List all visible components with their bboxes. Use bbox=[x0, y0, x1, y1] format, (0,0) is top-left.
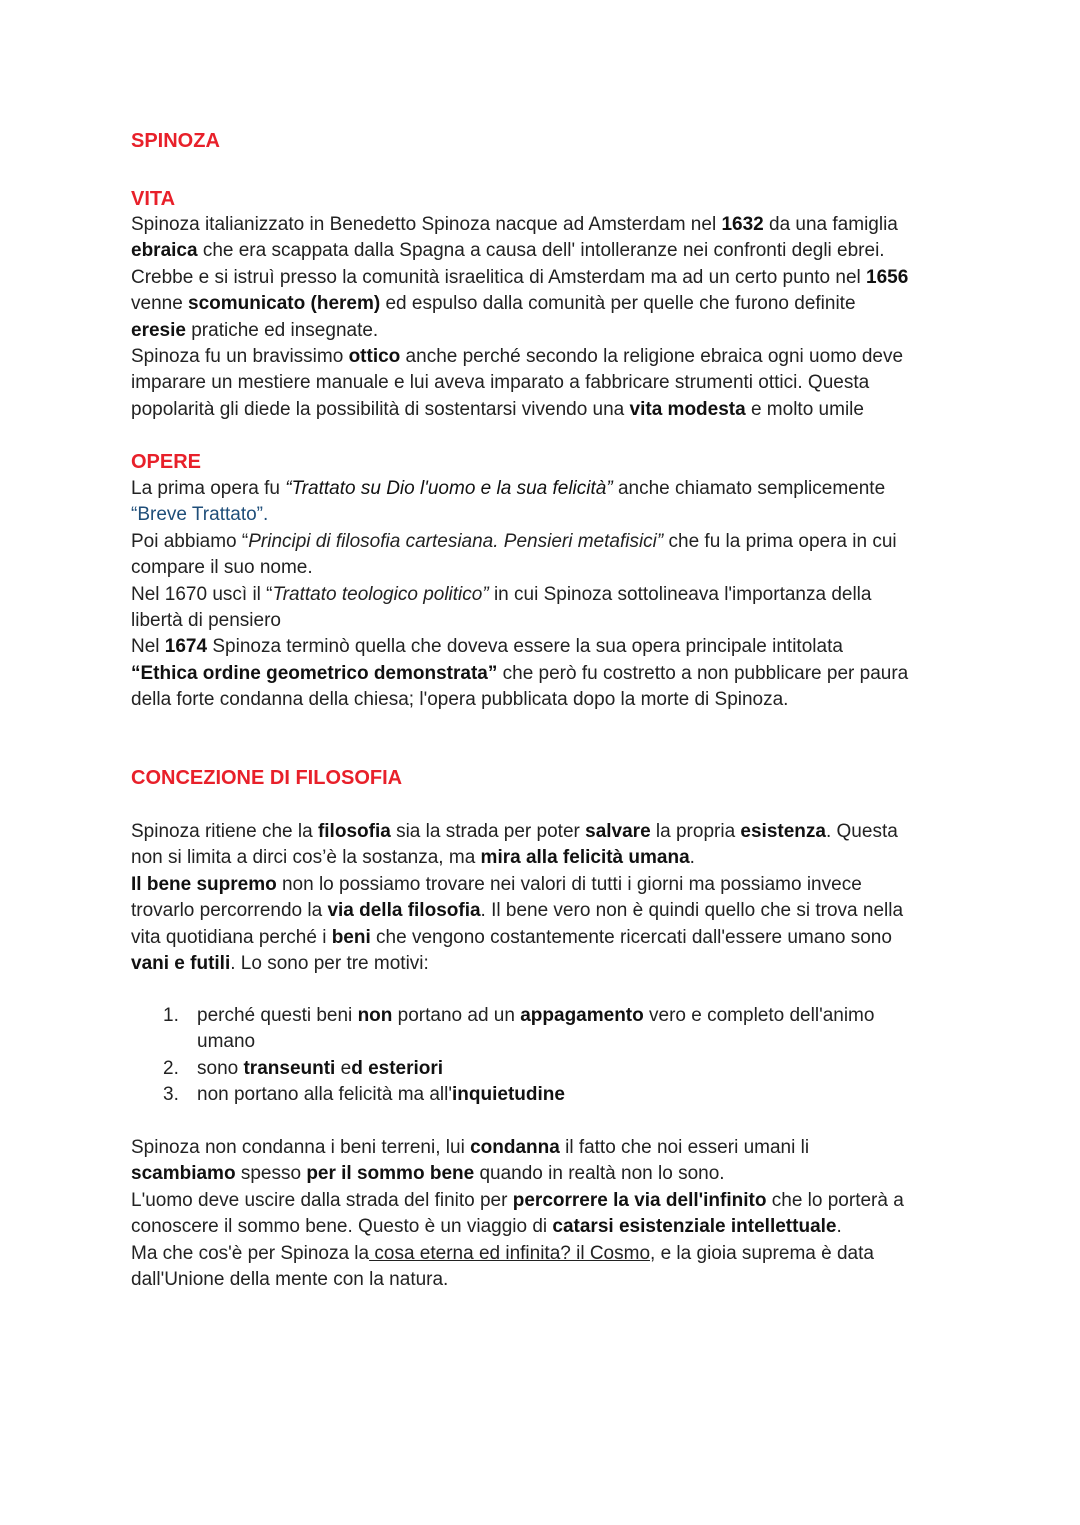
text-line bbox=[131, 1241, 961, 1267]
bold-text: ottico bbox=[348, 345, 401, 367]
text-segment: libertà di pensiero bbox=[131, 609, 281, 631]
text-line bbox=[197, 1029, 953, 1055]
text-segment: conoscere il sommo bene. Questo è un viaggio di bbox=[131, 1216, 553, 1238]
section-heading-filosofia: CONCEZIONE DI FILOSOFIA bbox=[131, 767, 403, 789]
bold-text: eresie bbox=[131, 319, 186, 341]
text-segment: . bbox=[689, 847, 695, 869]
text-line bbox=[131, 872, 961, 898]
text-segment: La prima opera fu bbox=[131, 478, 286, 499]
text-segment: della forte condanna della chiesa; l'opera pubblicata dopo la morte di Spinoza. bbox=[131, 689, 789, 711]
text-segment: spesso bbox=[235, 1163, 307, 1185]
list-number: 1. bbox=[163, 1005, 179, 1026]
bold-text: 1632 bbox=[721, 214, 764, 235]
section-heading-vita: VITA bbox=[131, 188, 176, 210]
text-segment: la propria bbox=[650, 821, 741, 842]
text-segment: Spinoza italianizzato in Benedetto Spinoza nacque ad Amsterdam nel bbox=[131, 214, 722, 235]
section-heading-opere: OPERE bbox=[131, 451, 202, 473]
bold-text: scomunicato (herem) bbox=[188, 293, 381, 315]
bold-text: beni bbox=[331, 926, 371, 948]
text-line bbox=[131, 1161, 961, 1187]
text-line bbox=[131, 370, 961, 396]
text-segment: . Il bene vero non è quindi quello che si trova nella bbox=[480, 900, 904, 922]
text-line bbox=[131, 608, 961, 634]
bold-text: vani e futili bbox=[131, 952, 231, 974]
reasons-list bbox=[163, 1003, 953, 1109]
bold-text: salvare bbox=[585, 821, 651, 842]
bold-text: “Trattato su Dio l'uomo e la sua felicità” bbox=[285, 478, 613, 499]
text-line bbox=[197, 1003, 953, 1029]
list-item bbox=[163, 1082, 953, 1108]
text-line bbox=[197, 1082, 953, 1108]
text-segment: quando in realtà non lo sono. bbox=[474, 1163, 725, 1185]
bold-text: Il bene supremo bbox=[131, 873, 277, 895]
text-line bbox=[131, 555, 961, 581]
bold-text: inquietudine bbox=[452, 1084, 565, 1106]
text-line bbox=[131, 529, 961, 555]
text-segment: e molto umile bbox=[745, 398, 864, 420]
text-segment: vero e completo dell'animo bbox=[643, 1005, 875, 1026]
text-segment: Nel 1670 uscì il “ bbox=[131, 583, 273, 605]
text-segment: anche chiamato semplicemente bbox=[612, 478, 886, 499]
bold-text: ebraica bbox=[131, 240, 198, 262]
bold-text: appagamento bbox=[520, 1005, 644, 1026]
text-line bbox=[131, 1267, 961, 1293]
text-segment: Spinoza non condanna i beni terreni, lui bbox=[131, 1137, 471, 1158]
text-segment: che però fu costretto a non pubblicare per paura bbox=[497, 662, 909, 684]
section-body-filosofia bbox=[131, 819, 961, 977]
bold-text: filosofia bbox=[317, 821, 391, 842]
text-line bbox=[131, 819, 961, 845]
text-segment: Spinoza fu un bravissimo bbox=[131, 345, 349, 367]
list-item bbox=[163, 1056, 953, 1082]
text-line bbox=[131, 502, 961, 528]
text-segment: che era scappata dalla Spagna a causa dell' intolleranze nei confronti degli ebrei. bbox=[197, 240, 885, 262]
text-segment: venne bbox=[131, 293, 189, 315]
text-segment: Spinoza terminò quella che doveva essere la sua opera principale intitolata bbox=[207, 636, 843, 658]
text-segment: non portano alla felicità ma all' bbox=[197, 1084, 452, 1106]
list-number: 2. bbox=[163, 1057, 179, 1079]
text-line bbox=[131, 265, 961, 291]
list-item bbox=[163, 1003, 953, 1056]
bold-text: per il sommo bene bbox=[306, 1163, 475, 1185]
text-segment: e la gioia suprema è data bbox=[655, 1242, 874, 1264]
bold-text: percorrere la via dell'infinito bbox=[512, 1189, 767, 1211]
bold-text: scambiamo bbox=[131, 1163, 236, 1185]
text-line bbox=[131, 634, 961, 660]
text-segment: vita quotidiana perché i bbox=[131, 926, 332, 948]
text-line bbox=[131, 212, 961, 238]
text-segment: “Breve Trattato”. bbox=[131, 504, 269, 526]
text-segment: umano bbox=[197, 1031, 256, 1053]
text-segment: Ma che cos'è per Spinoza la bbox=[131, 1242, 370, 1264]
text-line bbox=[131, 318, 961, 344]
text-segment: perché questi beni bbox=[197, 1005, 358, 1026]
text-line bbox=[131, 291, 961, 317]
bold-text: mira alla felicità umana bbox=[480, 847, 690, 869]
underlined-text: cosa eterna ed infinita? il Cosmo, bbox=[369, 1242, 656, 1264]
bold-text: d esteriori bbox=[351, 1057, 444, 1079]
text-line bbox=[197, 1056, 953, 1082]
text-line bbox=[131, 476, 961, 502]
text-segment: non lo possiamo trovare nei valori di tutti i giorni ma possiamo invece bbox=[276, 873, 862, 895]
text-segment: imparare un mestiere manuale e lui aveva imparato a fabbricare strumenti ottici. Questa bbox=[131, 372, 870, 394]
text-segment: trovarlo percorrendo la bbox=[131, 900, 328, 922]
text-segment: e bbox=[335, 1057, 352, 1079]
text-segment: portano ad un bbox=[392, 1005, 521, 1026]
section-body-opere bbox=[131, 476, 961, 714]
text-segment: Trattato teologico politico” bbox=[272, 583, 489, 605]
bold-text: via della filosofia bbox=[327, 900, 481, 922]
text-segment: da una famiglia bbox=[763, 214, 898, 235]
text-segment: sia la strada per poter bbox=[390, 821, 586, 842]
text-line bbox=[131, 1188, 961, 1214]
section-body-vita bbox=[131, 212, 961, 423]
bold-text: condanna bbox=[470, 1137, 560, 1158]
text-segment: che vengono costantemente ricercati dall'essere umano sono bbox=[370, 926, 892, 948]
text-line bbox=[131, 898, 961, 924]
text-line bbox=[131, 925, 961, 951]
list-number: 3. bbox=[163, 1084, 179, 1106]
text-segment: . Questa bbox=[825, 821, 898, 842]
text-line bbox=[131, 1135, 961, 1161]
bold-text: “Ethica ordine geometrico demonstrata” bbox=[131, 662, 498, 684]
bold-text: esistenza bbox=[740, 821, 826, 842]
text-segment: . bbox=[836, 1216, 842, 1238]
text-line bbox=[131, 661, 961, 687]
text-segment: che lo porterà a bbox=[766, 1189, 904, 1211]
text-segment: Principi di filosofia cartesiana. Pensieri metafisici” bbox=[248, 530, 664, 552]
text-segment: . Lo sono per tre motivi: bbox=[230, 952, 429, 974]
text-segment: L'uomo deve uscire dalla strada del finito per bbox=[131, 1189, 513, 1211]
bold-text: non bbox=[357, 1005, 393, 1026]
text-segment: Spinoza ritiene che la bbox=[131, 821, 318, 842]
text-line bbox=[131, 687, 961, 713]
text-segment: Nel bbox=[131, 636, 165, 658]
document-title: SPINOZA bbox=[131, 130, 220, 152]
bold-text: transeunti bbox=[243, 1057, 336, 1079]
bold-text: 1656 bbox=[866, 266, 909, 288]
text-segment: che fu la prima opera in cui bbox=[663, 530, 897, 552]
text-segment: non si limita a dirci cos’è la sostanza, ma bbox=[131, 847, 481, 869]
text-line bbox=[131, 1214, 961, 1240]
text-segment: sono bbox=[197, 1057, 244, 1079]
text-segment: dall'Unione della mente con la natura. bbox=[131, 1268, 449, 1290]
text-line bbox=[131, 951, 961, 977]
bold-text: 1674 bbox=[164, 636, 208, 658]
text-segment: pratiche ed insegnate. bbox=[185, 319, 379, 341]
text-segment: compare il suo nome. bbox=[131, 557, 313, 579]
text-segment: Crebbe e si istruì presso la comunità israelitica di Amsterdam ma ad un certo punto nel bbox=[131, 266, 867, 288]
text-segment: ed espulso dalla comunità per quelle che furono definite bbox=[380, 293, 856, 315]
bold-text: vita modesta bbox=[629, 398, 746, 420]
text-line bbox=[131, 582, 961, 608]
text-segment: in cui Spinoza sottolineava l'importanza della bbox=[488, 583, 872, 605]
text-segment: anche perché secondo la religione ebraica ogni uomo deve bbox=[400, 345, 904, 367]
text-line bbox=[131, 397, 961, 423]
bold-text: catarsi esistenziale intellettuale bbox=[552, 1216, 837, 1238]
text-line bbox=[131, 344, 961, 370]
text-line bbox=[131, 845, 961, 871]
text-segment: il fatto che noi esseri umani li bbox=[559, 1137, 810, 1158]
section-body-conclusion bbox=[131, 1135, 961, 1293]
text-segment: Poi abbiamo “ bbox=[131, 530, 249, 552]
text-segment: popolarità gli diede la possibilità di sostentarsi vivendo una bbox=[131, 398, 630, 420]
text-line bbox=[131, 238, 961, 264]
